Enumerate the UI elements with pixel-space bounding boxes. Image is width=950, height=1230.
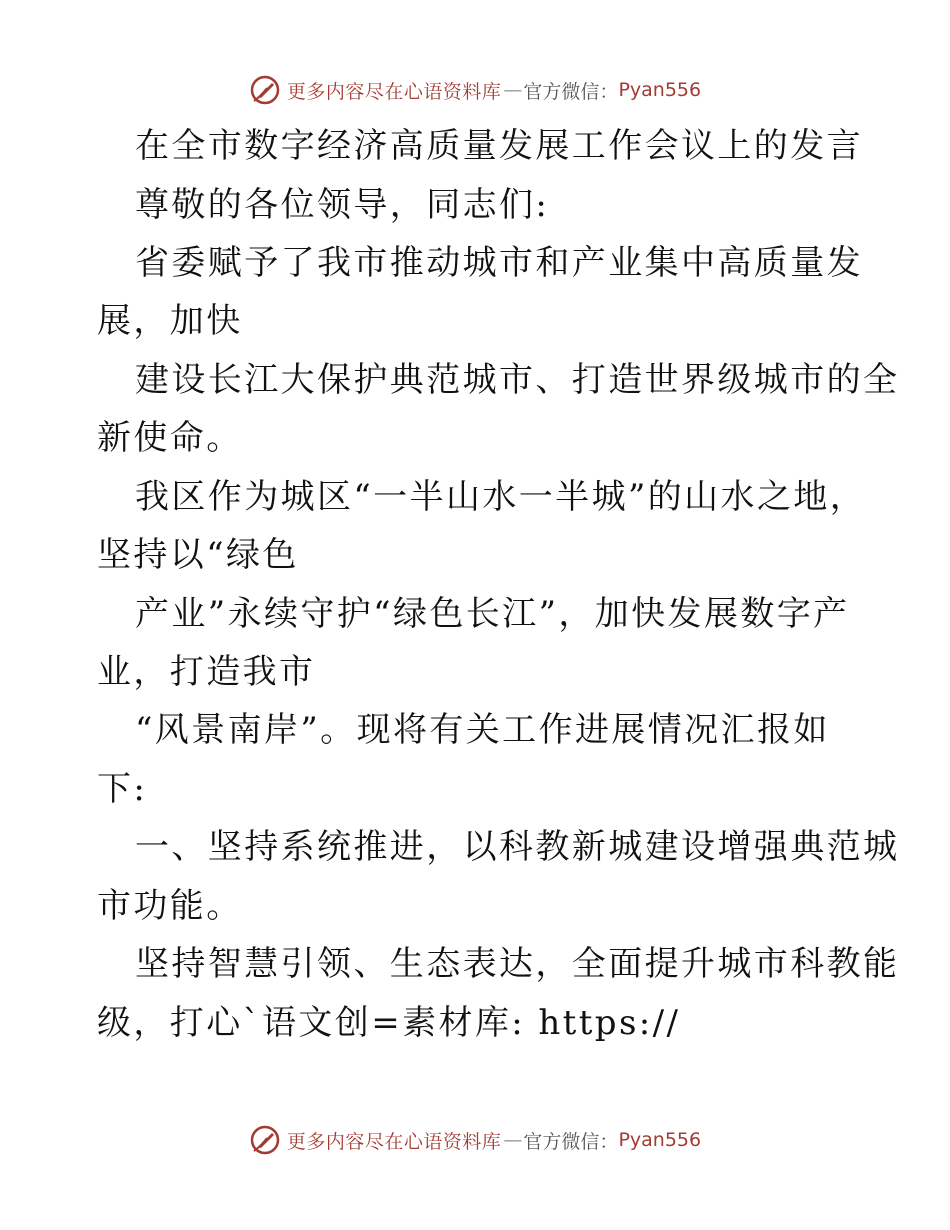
watermark-wechat-id: Pyan556 [618, 1129, 702, 1151]
paragraph-line: 省委赋予了我市推动城市和产业集中高质量发 [135, 243, 863, 283]
watermark-separator: — [503, 79, 522, 101]
watermark-brand: 更多内容尽在心语资料库 [286, 80, 502, 103]
paragraph-line: 级，打心`语文创=素材库: https:// [97, 1003, 681, 1043]
paragraph-line: 展，加快 [97, 301, 243, 341]
paragraph-line: 建设长江大保护典范城市、打造世界级城市的全 [135, 360, 900, 400]
watermark-label: 官方微信： [523, 80, 619, 103]
section-heading: 市功能。 [97, 886, 243, 926]
paragraph-line: 我区作为城区“一半山水一半城”的山水之地， [135, 477, 867, 517]
paragraph-line: 坚持以“绿色 [97, 535, 299, 575]
paragraph-line: 产业”永续守护“绿色长江”，加快发展数字产 [135, 594, 850, 634]
watermark-wechat-id: Pyan556 [618, 79, 702, 101]
paragraph-line: “风景南岸”。现将有关工作进展情况汇报如 [135, 710, 830, 750]
paragraph-line: 坚持智慧引领、生态表达，全面提升城市科教能 [135, 944, 900, 984]
header-watermark [0, 70, 950, 110]
quill-logo-icon [249, 74, 281, 106]
paragraph-line: 业，打造我市 [97, 652, 316, 692]
watermark-separator: — [503, 1129, 522, 1151]
salutation: 尊敬的各位领导，同志们: [135, 185, 550, 225]
paragraph-line: 新使命。 [97, 418, 243, 458]
watermark-brand: 更多内容尽在心语资料库 [286, 1130, 502, 1153]
quill-logo-icon [249, 1124, 281, 1156]
footer-watermark [0, 1120, 950, 1160]
paragraph-line: 下: [97, 769, 148, 809]
watermark-label: 官方微信： [523, 1130, 619, 1153]
document-title: 在全市数字经济高质量发展工作会议上的发言 [135, 126, 863, 166]
section-heading: 一、坚持系统推进，以科教新城建设增强典范城 [135, 827, 900, 867]
